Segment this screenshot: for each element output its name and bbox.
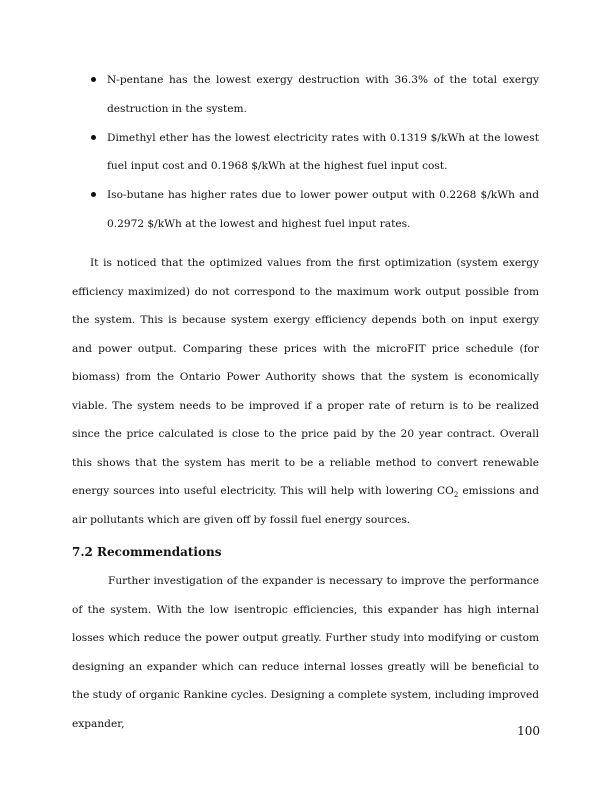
bullet-text: Iso-butane has higher rates due to lower power output with 0.2268 $/kWh and 0.2972 $/kWh at the lowest and highest fuel input rates.	[107, 189, 539, 230]
bullet-text: N-pentane has the lowest exergy destruction with 36.3% of the total exergy destruction in the system.	[107, 74, 539, 115]
section-heading: 7.2 Recommendations	[72, 545, 222, 559]
bullet-item	[107, 124, 539, 181]
bullet-item	[107, 181, 539, 238]
bullet-dot-icon	[91, 192, 96, 197]
recommendations-paragraph: Further investigation of the expander is necessary to improve the performance of the system. With the low isentropic efficiencies, this expander has high internal losses which reduce the power output greatly. Further study into modifying or custom designing an expander which can reduce internal losses greatly will be beneficial to the study of organic Rankine cycles. Designing a complete system, including improved expander,	[72, 575, 539, 730]
page-number: 100	[517, 724, 540, 738]
paragraph-text: It is noticed that the optimized values from the first optimization (system exergy efficiency maximized) do not correspond to the maximum work output possible from the system. This is because system exergy efficiency depends both on input exergy and power output. Comparing these prices with the microFIT price schedule (for biomass) from the Ontario Power Authority shows that the system is economically viable. The system needs to be improved if a proper rate of return is to be realized since the price calculated is close to the price paid by the 20 year contract. Overall this shows that the system has merit to be a reliable method to convert renewable energy sources into useful electricity. This will help with lowering CO	[72, 257, 539, 497]
bullet-dot-icon	[91, 77, 96, 82]
bullet-dot-icon	[91, 135, 96, 140]
conclusion-paragraph	[72, 249, 539, 534]
paragraph-text-continued: emissions and air pollutants which are given off by fossil fuel energy sources.	[72, 485, 539, 526]
bullet-list	[0, 66, 612, 238]
subscript-2: 2	[453, 491, 459, 500]
bullet-text: Dimethyl ether has the lowest electricity rates with 0.1319 $/kWh at the lowest fuel input cost and 0.1968 $/kWh at the highest fuel input cost.	[107, 131, 539, 172]
bullet-item	[107, 66, 539, 123]
